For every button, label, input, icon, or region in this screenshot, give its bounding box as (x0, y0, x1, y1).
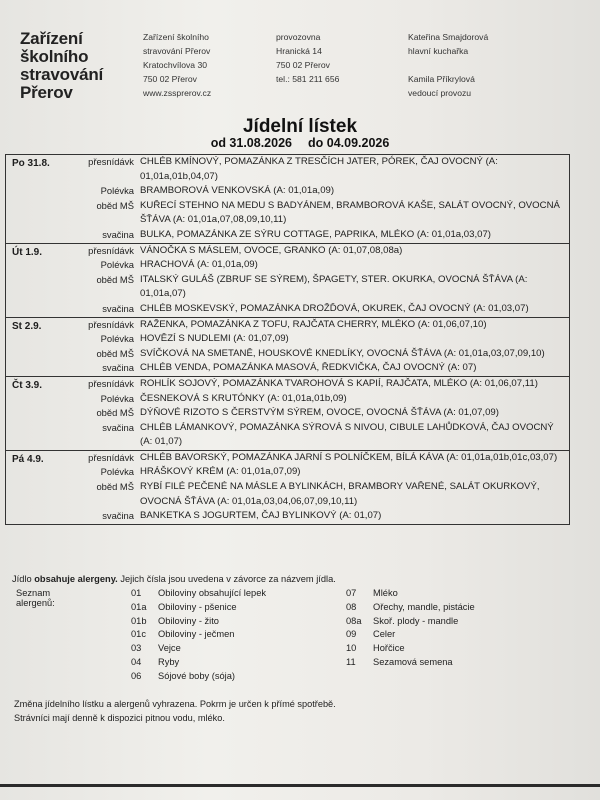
date-range (0, 136, 600, 150)
meal-row (6, 480, 569, 509)
day-block (6, 244, 569, 318)
allergen-item (346, 616, 475, 630)
meal-row (6, 509, 569, 524)
staff-name: Kamila Příkrylová (408, 74, 475, 84)
allergen-item (131, 643, 266, 657)
allergen-code: 10 (346, 643, 357, 654)
meal-row (6, 406, 569, 421)
allergen-code: 11 (346, 656, 356, 667)
meal-row (6, 332, 569, 347)
footer-line: Strávníci mají denně k dispozici pitnou vodu, mléko. (14, 713, 225, 723)
dish-description: CHLÉB VENDA, POMAZÁNKA MASOVÁ, ŘEDKVIČKA, ČAJ OVOCNÝ (A: 07) (140, 362, 477, 374)
meal-row (6, 244, 569, 259)
page-title: Jídelní lístek (242, 116, 358, 137)
allergen-name: Sójové boby (sója) (158, 670, 235, 681)
address-line: Zařízení školního (143, 32, 209, 42)
allergen-name: Skoř. plody - mandle (373, 615, 459, 626)
meal-row (6, 392, 569, 407)
note-bold-text: obsahuje alergeny. (34, 574, 118, 584)
day-block (6, 155, 569, 244)
day-label: Pá 4.9. (12, 453, 44, 465)
meal-row (6, 465, 569, 480)
meal-row (6, 377, 569, 392)
meal-type: Polévka (100, 466, 134, 478)
day-block (6, 451, 569, 524)
meal-row (6, 155, 569, 184)
dish-description: RYBÍ FILÉ PEČENÉ NA MÁSLE A BYLINKÁCH, BRAMBORY VAŘENÉ, SALÁT OKURKOVÝ, OVOCNÁ ŠŤÁVA (A: 01,01a,03,04,06,07,09,10,11) (140, 481, 540, 507)
dish-description: HRÁŠKOVÝ KRÉM (A: 01,01a,07,09) (140, 466, 301, 478)
meal-type: přesnídávk (88, 318, 134, 330)
allergen-name: Obiloviny obsahující lepek (158, 588, 267, 598)
logo-line: stravování (20, 65, 104, 84)
date-to: do 04.09.2026 (308, 136, 390, 150)
allergen-item (131, 629, 266, 643)
note-text: Jejich čísla jsou uvedena v závorce za názvem jídla. (117, 574, 336, 584)
staff-role: hlavní kuchařka (408, 46, 469, 56)
meal-type: svačina (102, 421, 134, 433)
meal-row (6, 258, 569, 273)
organization-address (143, 30, 211, 100)
allergen-code: 01a (131, 601, 147, 612)
meal-type: přesnídávk (88, 377, 134, 389)
logo-line: Přerov (20, 83, 73, 102)
staff-name: Kateřina Smajdorová (408, 32, 489, 42)
allergen-item (131, 616, 266, 630)
meal-type: svačina (102, 302, 134, 314)
dish-description: CHLÉB KMÍNOVÝ, POMAZÁNKA Z TRESČÍCH JATER, PÓREK, ČAJ OVOCNÝ (A: 01,01a,01b,04,07) (140, 156, 498, 182)
meal-type: svačina (102, 228, 134, 240)
phone-text: tel.: 581 211 656 (276, 74, 340, 84)
dish-description: CHLÉB BAVORSKÝ, POMAZÁNKA JARNÍ S POLNÍČKEM, BÍLÁ KÁVA (A: 01,01a,01b,01c,03,07) (140, 451, 558, 463)
date-from: od 31.08.2026 (210, 136, 292, 150)
dish-description: CHLÉB LÁMANKOVÝ, POMAZÁNKA SÝROVÁ S NIVOU, CIBULE LAHŮDKOVÁ, ČAJ OVOCNÝ (A: 01,07) (140, 421, 554, 448)
meal-row (6, 184, 569, 199)
meal-type: přesnídávk (88, 244, 134, 256)
allergen-item (346, 629, 475, 643)
allergen-column (131, 588, 266, 685)
document-header (20, 30, 580, 110)
dish-description: DÝŇOVÉ RIZOTO S ČERSTVÝM SÝREM, OVOCE, OVOCNÁ ŠŤÁVA (A: 01,07,09) (140, 407, 499, 419)
allergen-name: Hořčice (373, 643, 405, 654)
meal-row (6, 273, 569, 302)
allergen-list-label: Seznam alergenů: (16, 588, 55, 608)
allergen-item (346, 588, 475, 602)
allergen-name: Mléko (373, 588, 398, 598)
allergen-code: 01c (131, 629, 146, 640)
meal-row (6, 199, 569, 228)
day-label: Út 1.9. (12, 246, 43, 258)
meal-row (6, 361, 569, 376)
meal-type: Polévka (100, 333, 134, 345)
dish-description: KUŘECÍ STEHNO NA MEDU S BADYÁNEM, BRAMBOROVÁ KAŠE, SALÁT OVOCNÝ, OVOCNÁ ŠŤÁVA (A: 01,01a,07,08,09,10,11) (140, 199, 560, 226)
day-label: Po 31.8. (12, 158, 50, 169)
allergen-item (346, 643, 475, 657)
footer-notes (14, 697, 336, 725)
allergen-code: 08 (346, 601, 357, 612)
logo-line: školního (20, 47, 89, 66)
address-line: Kratochvílova 30 (143, 60, 208, 70)
allergen-name: Obiloviny - žito (158, 615, 219, 626)
dish-description: BULKA, POMAZÁNKA ZE SÝRU COTTAGE, PAPRIKA, MLÉKO (A: 01,01a,03,07) (140, 228, 491, 240)
meal-type: oběd MŠ (96, 407, 134, 419)
address-line: Hranická 14 (276, 46, 322, 56)
dish-description: HRACHOVÁ (A: 01,01a,09) (140, 259, 258, 271)
day-label: Čt 3.9. (12, 379, 43, 391)
menu-table (5, 154, 570, 525)
meal-row (6, 228, 569, 243)
staff-role: vedoucí provozu (408, 88, 472, 98)
organization-logo (20, 30, 103, 102)
address-line: provozovna (276, 32, 321, 42)
address-line: 750 02 Přerov (276, 60, 330, 70)
dish-description: HOVĚZÍ S NUDLEMI (A: 01,07,09) (140, 333, 289, 345)
note-text: Jídlo (12, 574, 35, 584)
allergen-item (346, 602, 475, 616)
dish-description: CHLÉB MOSKEVSKÝ, POMAZÁNKA DROŽĎOVÁ, OKUREK, ČAJ OVOCNÝ (A: 01,03,07) (140, 302, 529, 314)
allergen-name: Ořechy, mandle, pistácie (373, 601, 475, 612)
allergen-code: 08a (346, 615, 362, 626)
meal-type: oběd MŠ (96, 273, 134, 285)
spacer (408, 58, 488, 72)
dish-description: BANKETKA S JOGURTEM, ČAJ BYLINKOVÝ (A: 01,07) (140, 510, 382, 522)
website-text: www.zssprerov.cz (143, 88, 212, 98)
allergen-item (131, 602, 266, 616)
allergen-code: 01 (131, 588, 142, 598)
allergen-note (12, 574, 336, 584)
branch-address (276, 30, 339, 86)
allergen-item (131, 588, 266, 602)
address-line: 750 02 Přerov (143, 74, 197, 84)
meal-type: svačina (102, 362, 134, 374)
address-line: stravování Přerov (143, 46, 211, 56)
day-block (6, 377, 569, 451)
meal-type: Polévka (100, 392, 134, 404)
allergen-name: Obiloviny - ječmen (158, 629, 235, 640)
meal-type: oběd MŠ (96, 199, 134, 211)
allergen-code: 06 (131, 670, 142, 681)
allergen-name: Sezamová semena (373, 656, 453, 667)
dish-description: BRAMBOROVÁ VENKOVSKÁ (A: 01,01a,09) (140, 185, 335, 197)
allergen-name: Vejce (158, 643, 181, 654)
meal-type: Polévka (100, 259, 134, 271)
footer-line: Změna jídelního lístku a alergenů vyhrazena. Pokrm je určen k přímé spotřebě. (14, 699, 336, 709)
dish-description: RAŽENKA, POMAZÁNKA Z TOFU, RAJČATA CHERRY, MLÉKO (A: 01,06,07,10) (140, 318, 487, 330)
meal-row (6, 451, 569, 466)
allergen-item (131, 657, 266, 671)
allergen-name: Ryby (158, 656, 180, 667)
meal-row (6, 421, 569, 450)
day-label: St 2.9. (12, 320, 42, 332)
logo-line: Zařízení (20, 29, 83, 48)
dish-description: ITALSKÝ GULÁŠ (ZBRUF SE SÝREM), ŠPAGETY, STER. OKURKA, OVOCNÁ ŠŤÁVA (A: 01,01a,07) (140, 273, 528, 300)
allergen-code: 01b (131, 615, 147, 626)
meal-type: oběd MŠ (96, 347, 134, 359)
meal-type: přesnídávk (88, 156, 134, 167)
allergen-code: 09 (346, 629, 357, 640)
allergen-item (346, 657, 475, 671)
meal-type: svačina (102, 510, 134, 522)
allergen-code: 03 (131, 643, 142, 654)
dish-description: ROHLÍK SOJOVÝ, POMAZÁNKA TVAROHOVÁ S KAPIÍ, RAJČATA, MLÉKO (A: 01,06,07,11) (140, 377, 538, 389)
day-block (6, 318, 569, 377)
dish-description: ČESNEKOVÁ S KRUTÓNKY (A: 01,01a,01b,09) (140, 392, 347, 404)
meal-row (6, 302, 569, 317)
meal-row (6, 347, 569, 362)
staff-contacts (408, 30, 488, 100)
meal-row (6, 318, 569, 333)
dish-description: SVÍČKOVÁ NA SMETANĚ, HOUSKOVÉ KNEDLÍKY, OVOCNÁ ŠŤÁVA (A: 01,01a,03,07,09,10) (140, 347, 545, 359)
allergen-code: 07 (346, 588, 357, 598)
allergen-name: Obiloviny - pšenice (158, 601, 237, 612)
allergen-name: Celer (373, 629, 396, 640)
dish-description: VÁNOČKA S MÁSLEM, OVOCE, GRANKO (A: 01,07,08,08a) (140, 244, 403, 256)
meal-type: oběd MŠ (96, 481, 134, 493)
bottom-rule (0, 784, 600, 787)
allergen-code: 04 (131, 656, 142, 667)
meal-type: Polévka (100, 185, 134, 197)
meal-type: přesnídávk (88, 451, 134, 463)
allergen-item (131, 671, 266, 685)
allergen-column (346, 588, 475, 671)
